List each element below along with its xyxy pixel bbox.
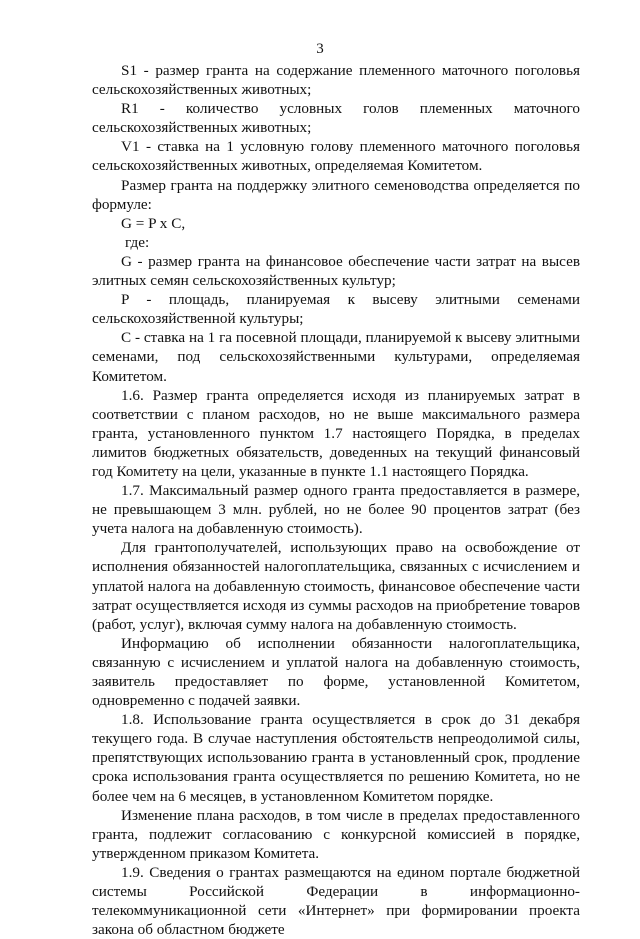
paragraph: 1.6. Размер гранта определяется исходя из планируемых затрат в соответствии с планом расходов, но не выше максимального размера гранта, установленного пунктом 1.7 настоящего Порядка, в пределах лимитов бюджетных обязательств, доведенных на текущий финансовый год Комитету на цели, указанные в пункте 1.1 настоящего Порядка.	[92, 386, 580, 480]
paragraph: Изменение плана расходов, в том числе в пределах предоставленного гранта, подлежит согласованию с конкурсной комиссией в порядке, утвержденном приказом Комитета.	[92, 806, 580, 862]
paragraph: 1.7. Максимальный размер одного гранта предоставляется в размере, не превышающем 3 млн. рублей, но не более 90 процентов затрат (без учета налога на добавленную стоимость).	[92, 482, 580, 538]
paragraph: Информацию об исполнении обязанности налогоплательщика, связанную с исчислением и уплатой налога на добавленную стоимость, заявитель предоставляет по форме, установленной Комитетом, одновременно с подачей заявки.	[92, 634, 580, 710]
paragraph: 1.9. Сведения о грантах размещаются на едином портале бюджетной системы Российской Федерации в информационно-телекоммуникационной сети «Интернет» при формировании проекта закона об областном бюджете	[92, 863, 580, 939]
paragraph: Для грантополучателей, использующих право на освобождение от исполнения обязанностей налогоплательщика, связанных с исчислением и уплатой налога на добавленную стоимость, финансовое обеспечение части затрат осуществляется исходя из суммы расходов на приобретение товаров (работ, услуг), включая сумму налога на добавленную стоимость.	[92, 539, 580, 633]
page-number: 3	[316, 41, 324, 57]
formula-where: где:	[125, 233, 150, 251]
paragraph: S1 - размер гранта на содержание племенного маточного поголовья сельскохозяйственных животных;	[92, 62, 580, 99]
paragraph: P - площадь, планируемая к высеву элитными семенами сельскохозяйственной культуры;	[92, 291, 580, 328]
paragraph: R1 - количество условных голов племенных маточного сельскохозяйственных животных;	[92, 100, 580, 137]
paragraph: V1 - ставка на 1 условную голову племенного маточного поголовья сельскохозяйственных животных, определяемая Комитетом.	[92, 138, 580, 175]
paragraph: Размер гранта на поддержку элитного семеноводства определяется по формуле:	[92, 176, 580, 213]
paragraph: 1.8. Использование гранта осуществляется в срок до 31 декабря текущего года. В случае наступления обстоятельств непреодолимой силы, препятствующих использованию гранта в установленный срок, продление срока использования гранта осуществляется по решению Комитета, но не более чем на 6 месяцев, в установленном Комитетом порядке.	[92, 711, 580, 805]
paragraph: C - ставка на 1 га посевной площади, планируемой к высеву элитными семенами, под сельскохозяйственными культурами, определяемая Комитетом.	[92, 329, 580, 385]
formula: G = P x C,	[121, 214, 186, 232]
paragraph: G - размер гранта на финансовое обеспечение части затрат на высев элитных семян сельскохозяйственных культур;	[92, 252, 580, 290]
document-body	[92, 61, 580, 939]
